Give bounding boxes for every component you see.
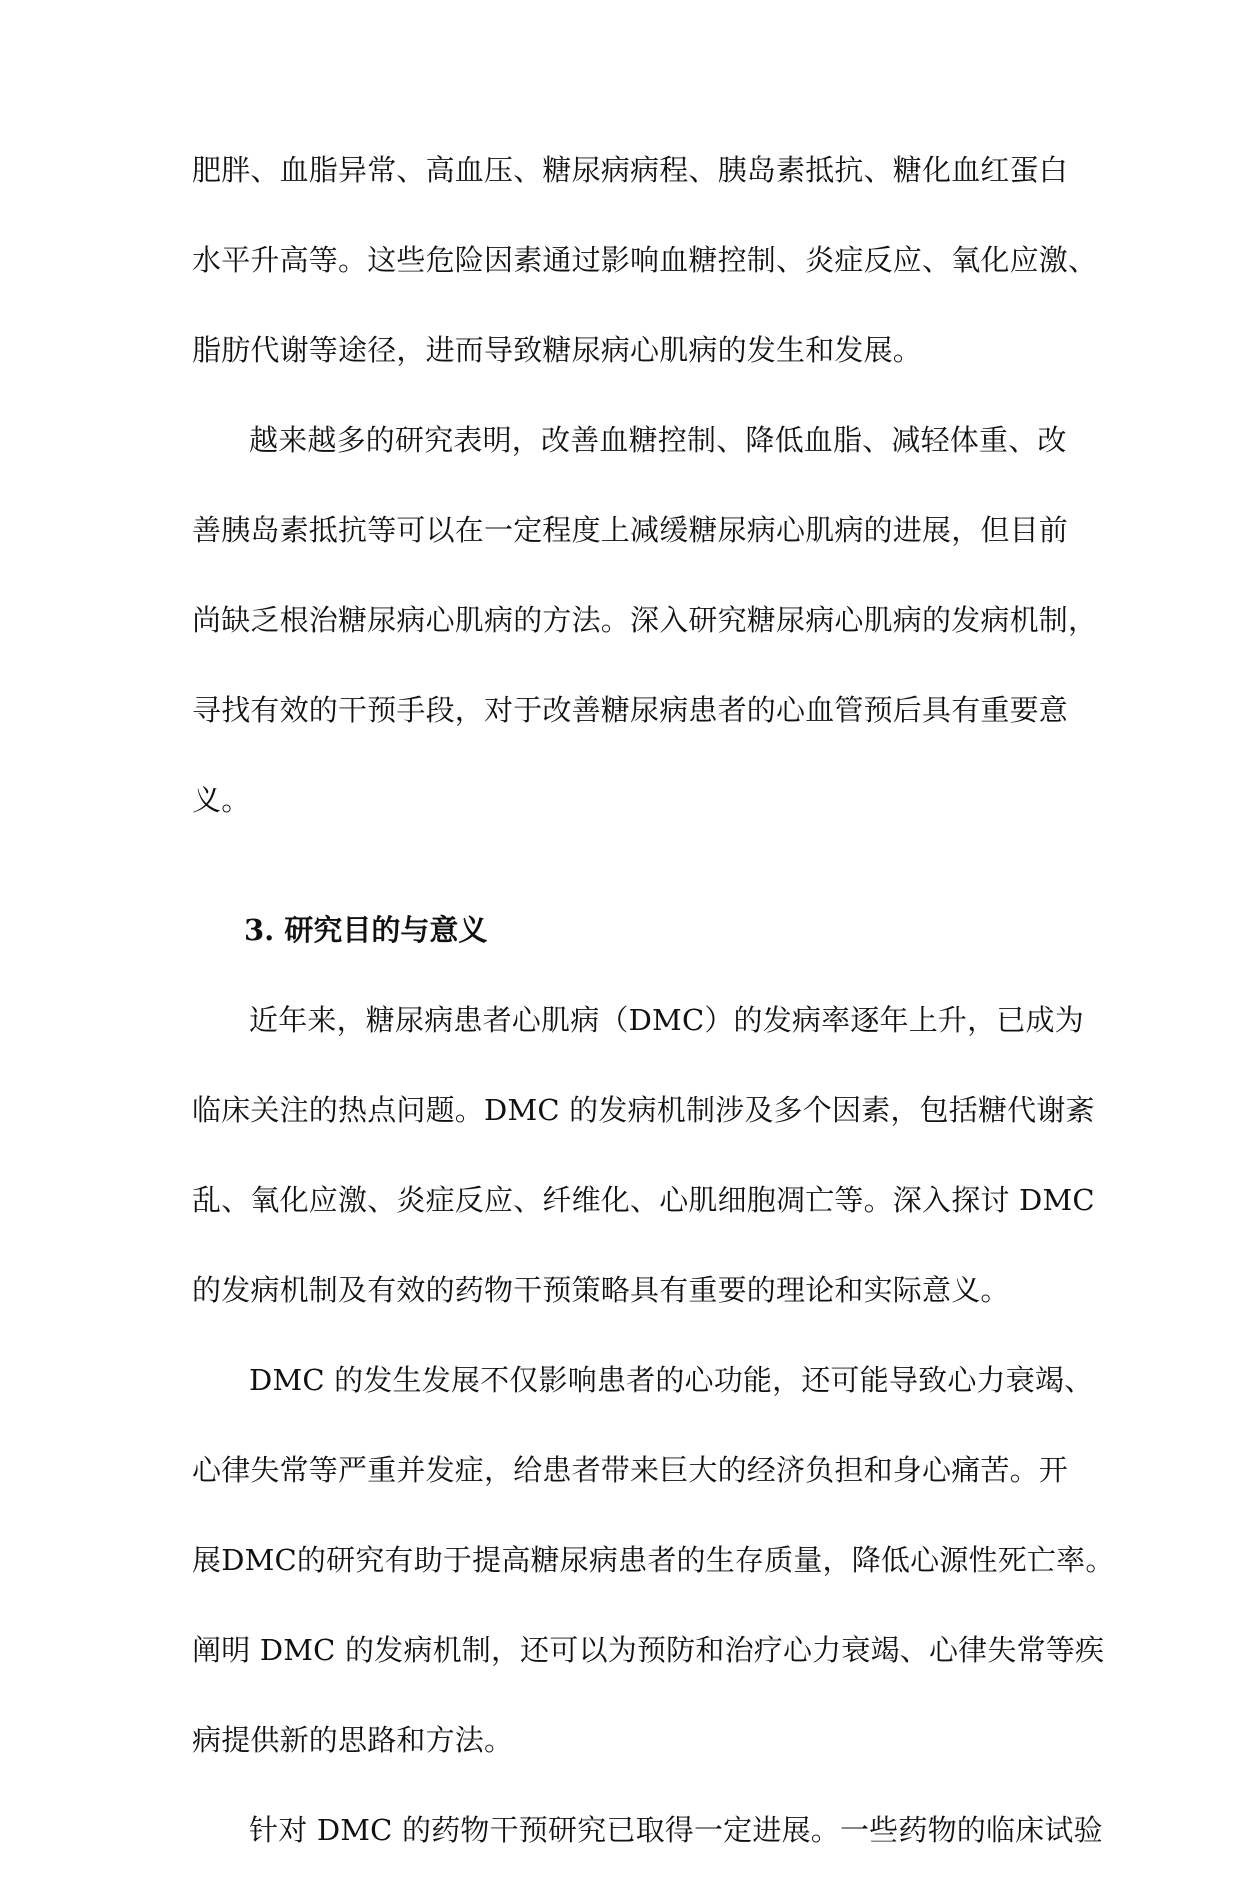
text-line: 脂肪代谢等途径，进而导致糖尿病心肌病的发生和发展。	[192, 333, 923, 367]
paragraph-drug-intervention	[192, 1798, 1103, 1888]
section-heading: 3. 研究目的与意义	[244, 913, 488, 947]
text-line: 尚缺乏根治糖尿病心肌病的方法。深入研究糖尿病心肌病的发病机制，	[192, 603, 1098, 637]
text-line: 阐明 DMC 的发病机制，还可以为预防和治疗心力衰竭、心律失常等疾	[192, 1633, 1105, 1667]
paragraph-background	[192, 988, 1095, 1348]
text-line: 病提供新的思路和方法。	[192, 1723, 514, 1757]
paragraph-significance	[192, 1348, 1115, 1798]
text-line: 义。	[192, 783, 251, 817]
text-line: 临床关注的热点问题。DMC 的发病机制涉及多个因素，包括糖代谢紊	[192, 1093, 1095, 1127]
page-content	[192, 138, 1115, 1888]
text-line: 肥胖、血脂异常、高血压、糖尿病病程、胰岛素抵抗、糖化血红蛋白	[192, 153, 1069, 187]
text-line: 心律失常等严重并发症，给患者带来巨大的经济负担和身心痛苦。开	[192, 1453, 1069, 1487]
text-line: 越来越多的研究表明，改善血糖控制、降低血脂、减轻体重、改	[249, 423, 1067, 457]
text-line: 乱、氧化应激、炎症反应、纤维化、心肌细胞凋亡等。深入探讨 DMC	[192, 1183, 1095, 1217]
text-line: DMC 的发生发展不仅影响患者的心功能，还可能导致心力衰竭、	[249, 1363, 1094, 1397]
text-line: 的发病机制及有效的药物干预策略具有重要的理论和实际意义。	[192, 1273, 1010, 1307]
text-line: 近年来，糖尿病患者心肌病（DMC）的发病率逐年上升，已成为	[249, 1003, 1084, 1037]
text-line: 针对 DMC 的药物干预研究已取得一定进展。一些药物的临床试验	[249, 1813, 1103, 1847]
text-line: 善胰岛素抵抗等可以在一定程度上减缓糖尿病心肌病的进展，但目前	[192, 513, 1069, 547]
text-line: 水平升高等。这些危险因素通过影响血糖控制、炎症反应、氧化应激、	[192, 243, 1098, 277]
paragraph-research-progress	[192, 408, 1098, 858]
text-line: 展DMC的研究有助于提高糖尿病患者的生存质量，降低心源性死亡率。	[192, 1543, 1115, 1577]
paragraph-risk-factors	[192, 138, 1098, 408]
text-line: 寻找有效的干预手段，对于改善糖尿病患者的心血管预后具有重要意	[192, 693, 1069, 727]
